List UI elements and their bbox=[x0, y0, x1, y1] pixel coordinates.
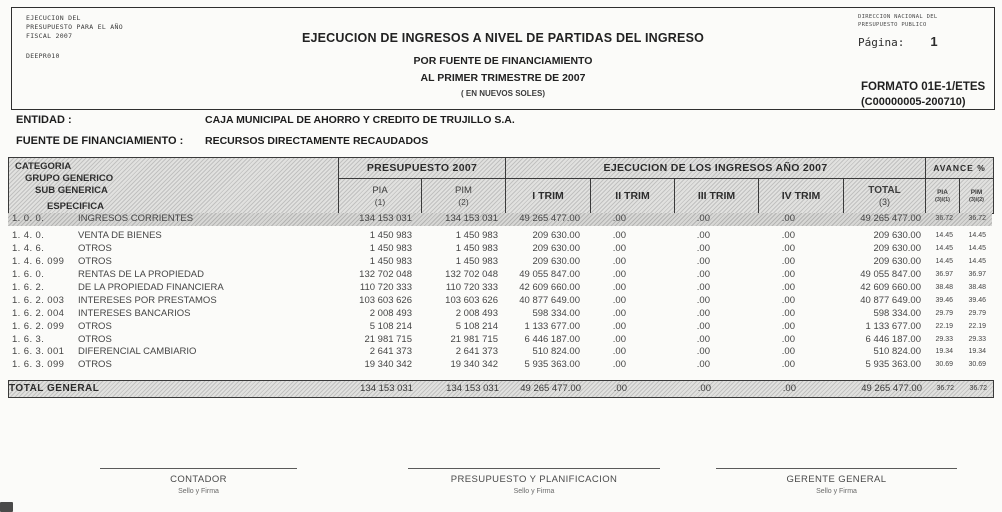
cell-t2: .00 bbox=[612, 320, 626, 332]
cell-t4: .00 bbox=[781, 346, 795, 358]
col-sublabel: (2) bbox=[458, 197, 469, 207]
cell-t2: .00 bbox=[612, 307, 626, 319]
row-name: OTROS bbox=[78, 243, 112, 255]
cell-pim: 1 450 983 bbox=[455, 256, 498, 268]
header-category-line: SUB GENERICA bbox=[35, 185, 108, 196]
cell-av_pim: 14.45 bbox=[968, 245, 986, 253]
entity-value: CAJA MUNICIPAL DE AHORRO Y CREDITO DE TRUJILLO S.A. bbox=[205, 114, 515, 126]
cell-code-name bbox=[8, 282, 338, 295]
col-label: TOTAL bbox=[868, 185, 901, 196]
cell-t3: .00 bbox=[696, 256, 710, 268]
page-indicator bbox=[858, 34, 938, 49]
total-total: 49 265 477.00 bbox=[861, 383, 922, 394]
cell-code-name bbox=[8, 346, 338, 359]
cell-t2: .00 bbox=[612, 269, 626, 281]
report-header-box bbox=[11, 7, 995, 110]
cell-av_pia: 19.34 bbox=[935, 348, 953, 356]
cell-t1: 42 609 660.00 bbox=[519, 281, 580, 293]
total-pim: 134 153 031 bbox=[446, 383, 499, 394]
cell-t3: .00 bbox=[696, 269, 710, 281]
cell-t4: .00 bbox=[781, 307, 795, 319]
row-code: 1. 6. 2. 004 bbox=[12, 307, 65, 319]
row-name: RENTAS DE LA PROPIEDAD bbox=[78, 269, 204, 281]
cell-total: 209 630.00 bbox=[873, 243, 921, 255]
table-row bbox=[8, 359, 992, 372]
signature-title: CONTADOR bbox=[170, 474, 227, 485]
cell-t1: 510 824.00 bbox=[532, 346, 580, 358]
cell-av_pia: 36.72 bbox=[935, 215, 953, 222]
cell-pia: 5 108 214 bbox=[369, 320, 412, 332]
signature-title: GERENTE GENERAL bbox=[786, 474, 887, 485]
row-code: 1. 6. 3. bbox=[12, 333, 45, 345]
cell-total: 6 446 187.00 bbox=[865, 333, 921, 345]
header-col-trim3: III TRIM bbox=[675, 179, 759, 213]
table-row bbox=[8, 321, 992, 334]
cell-t2: .00 bbox=[612, 359, 626, 371]
cell-av_pim: 30.69 bbox=[968, 361, 986, 369]
cell-t1: 1 133 677.00 bbox=[524, 320, 580, 332]
cell-pia: 110 720 333 bbox=[359, 281, 412, 293]
cell-av_pim: 38.48 bbox=[968, 283, 986, 291]
row-code: 1. 6. 3. 001 bbox=[12, 346, 65, 358]
cell-av_pia: 38.48 bbox=[935, 283, 953, 291]
cell-t3: .00 bbox=[696, 230, 710, 242]
cell-t1: 49 055 847.00 bbox=[519, 269, 580, 281]
cell-code-name bbox=[8, 243, 338, 256]
col-label: PIM bbox=[455, 185, 472, 196]
cell-pia: 1 450 983 bbox=[369, 243, 412, 255]
cell-pim: 134 153 031 bbox=[445, 213, 498, 224]
agency-note-line: PRESUPUESTO PUBLICO bbox=[858, 21, 927, 28]
header-col-pim bbox=[422, 179, 506, 213]
report-title: EJECUCION DE INGRESOS A NIVEL DE PARTIDAS DEL INGRESO bbox=[301, 31, 705, 45]
cell-pim: 1 450 983 bbox=[455, 230, 498, 242]
header-col-pia bbox=[339, 179, 422, 213]
signature-block-presupuesto bbox=[408, 468, 660, 495]
cell-t4: .00 bbox=[781, 243, 795, 255]
cell-av_pia: 14.45 bbox=[935, 258, 953, 266]
cell-total: 42 609 660.00 bbox=[860, 281, 921, 293]
cell-t2: .00 bbox=[612, 346, 626, 358]
cell-t1: 40 877 649.00 bbox=[519, 294, 580, 306]
funding-source-label: FUENTE DE FINANCIAMIENTO : bbox=[16, 135, 184, 147]
cell-total: 598 334.00 bbox=[873, 307, 921, 319]
cell-pim: 132 702 048 bbox=[445, 269, 498, 281]
signature-subtitle: Sello y Firma bbox=[178, 488, 219, 495]
row-name: DE LA PROPIEDAD FINANCIERA bbox=[78, 281, 224, 293]
row-name: DIFERENCIAL CAMBIARIO bbox=[78, 346, 197, 358]
cell-pia: 1 450 983 bbox=[369, 230, 412, 242]
cell-total: 510 824.00 bbox=[873, 346, 921, 358]
table-header bbox=[8, 157, 994, 214]
report-subtitle-currency: ( EN NUEVOS SOLES) bbox=[460, 89, 545, 98]
cell-code-name bbox=[8, 256, 338, 269]
cell-pim: 110 720 333 bbox=[445, 281, 498, 293]
corner-note-line: PRESUPUESTO PARA EL AÑO bbox=[26, 23, 123, 31]
table-row bbox=[8, 282, 992, 295]
row-name: OTROS bbox=[78, 333, 112, 345]
cell-pia: 134 153 031 bbox=[359, 213, 412, 224]
total-pia: 134 153 031 bbox=[360, 383, 413, 394]
row-code: 1. 6. 2. bbox=[12, 281, 45, 293]
cell-pia: 1 450 983 bbox=[369, 256, 412, 268]
header-category-line: GRUPO GENERICO bbox=[25, 173, 114, 184]
cell-pia: 21 981 715 bbox=[364, 333, 412, 345]
cell-t4: .00 bbox=[781, 230, 795, 242]
col-sublabel: (1) bbox=[374, 197, 386, 207]
signature-subtitle: Sello y Firma bbox=[816, 488, 857, 495]
cell-av_pim: 14.45 bbox=[968, 258, 986, 266]
cell-t2: .00 bbox=[612, 281, 626, 293]
cell-av_pim: 29.33 bbox=[968, 335, 986, 343]
cell-t2: .00 bbox=[612, 256, 626, 268]
header-col-avance-pim bbox=[960, 179, 993, 213]
cell-av_pia: 14.45 bbox=[935, 232, 953, 240]
cell-av_pia: 14.45 bbox=[935, 245, 953, 253]
header-ejecucion-group: EJECUCION DE LOS INGRESOS AÑO 2007 bbox=[506, 158, 926, 179]
table-row bbox=[8, 230, 992, 243]
cell-t1: 49 265 477.00 bbox=[519, 213, 580, 224]
cell-code-name bbox=[8, 230, 338, 243]
total-avance-pia: 36.72 bbox=[936, 385, 954, 392]
total-label: TOTAL GENERAL bbox=[9, 383, 100, 394]
table-row bbox=[8, 295, 992, 308]
row-code: 1. 6. 2. 099 bbox=[12, 320, 65, 332]
signature-title: PRESUPUESTO Y PLANIFICACION bbox=[450, 474, 618, 485]
cell-pim: 1 450 983 bbox=[455, 243, 498, 255]
cell-t4: .00 bbox=[781, 281, 795, 293]
cell-t3: .00 bbox=[696, 294, 710, 306]
cell-total: 5 935 363.00 bbox=[865, 359, 921, 371]
row-code: 1. 4. 0. bbox=[12, 230, 45, 242]
agency-note-line: DIRECCION NACIONAL DEL bbox=[858, 14, 938, 20]
cell-av_pim: 36.97 bbox=[968, 271, 986, 279]
header-col-avance-pia bbox=[926, 179, 960, 213]
cell-av_pim: 19.34 bbox=[968, 348, 986, 356]
cell-pim: 19 340 342 bbox=[450, 359, 498, 371]
signature-block-contador bbox=[100, 468, 297, 495]
col-label: PIA bbox=[937, 189, 948, 196]
cell-t1: 209 630.00 bbox=[532, 230, 580, 242]
funding-source-value: RECURSOS DIRECTAMENTE RECAUDADOS bbox=[205, 135, 429, 147]
cell-t2: .00 bbox=[612, 294, 626, 306]
table-body bbox=[8, 213, 992, 372]
header-presupuesto-group: PRESUPUESTO 2007 bbox=[339, 158, 506, 179]
row-code: 1. 4. 6. bbox=[12, 243, 45, 255]
total-row bbox=[8, 380, 994, 398]
row-code: 1. 4. 6. 099 bbox=[12, 256, 65, 268]
row-code: 1. 6. 0. bbox=[12, 269, 45, 281]
scan-artifact bbox=[0, 502, 13, 512]
cell-total: 209 630.00 bbox=[873, 256, 921, 268]
row-name: INTERESES BANCARIOS bbox=[78, 307, 191, 319]
cell-t4: .00 bbox=[781, 320, 795, 332]
cell-pia: 19 340 342 bbox=[364, 359, 412, 371]
cell-av_pim: 22.19 bbox=[968, 322, 986, 330]
row-name: OTROS bbox=[78, 256, 112, 268]
signature-block-gerente bbox=[716, 468, 957, 495]
cell-code-name bbox=[8, 359, 338, 372]
cell-av_pia: 36.97 bbox=[935, 271, 953, 279]
cell-total: 209 630.00 bbox=[873, 230, 921, 242]
cell-t2: .00 bbox=[612, 213, 626, 224]
header-col-trim4: IV TRIM bbox=[759, 179, 844, 213]
cell-total: 1 133 677.00 bbox=[865, 320, 921, 332]
cell-t2: .00 bbox=[612, 333, 626, 345]
table-row bbox=[8, 269, 992, 282]
cell-code-name bbox=[8, 269, 338, 282]
cell-total: 49 055 847.00 bbox=[860, 269, 921, 281]
col-sublabel: (3)/(1) bbox=[935, 197, 950, 203]
table-row bbox=[8, 346, 992, 359]
total-trim1: 49 265 477.00 bbox=[520, 383, 581, 394]
cell-av_pia: 22.19 bbox=[935, 322, 953, 330]
cell-code-name bbox=[8, 321, 338, 334]
cell-t3: .00 bbox=[696, 281, 710, 293]
cell-t1: 6 446 187.00 bbox=[524, 333, 580, 345]
cell-t3: .00 bbox=[696, 346, 710, 358]
cell-pia: 103 603 626 bbox=[359, 294, 412, 306]
cell-t3: .00 bbox=[696, 213, 710, 224]
cell-av_pia: 39.46 bbox=[935, 296, 953, 304]
total-avance-pim: 36.72 bbox=[969, 385, 987, 392]
page-label: Página: bbox=[858, 36, 905, 49]
total-trim2: .00 bbox=[613, 383, 627, 394]
col-label: PIM bbox=[970, 189, 983, 196]
cell-t4: .00 bbox=[781, 213, 795, 224]
table-row bbox=[8, 334, 992, 347]
cell-pia: 132 702 048 bbox=[359, 269, 412, 281]
row-code: 1. 6. 2. 003 bbox=[12, 294, 65, 306]
cell-code-name bbox=[8, 308, 338, 321]
report-code: DEEPR010 bbox=[26, 52, 60, 60]
cell-pia: 2 008 493 bbox=[369, 307, 412, 319]
signature-subtitle: Sello y Firma bbox=[513, 488, 555, 495]
row-name: INGRESOS CORRIENTES bbox=[78, 213, 194, 224]
col-sublabel: (3) bbox=[879, 197, 890, 207]
cell-av_pim: 39.46 bbox=[968, 296, 986, 304]
cell-av_pia: 29.79 bbox=[935, 309, 953, 317]
report-subtitle-source: POR FUENTE DE FINANCIAMIENTO bbox=[413, 55, 593, 67]
total-trim3: .00 bbox=[697, 383, 711, 394]
cell-t1: 209 630.00 bbox=[532, 256, 580, 268]
table-row bbox=[8, 256, 992, 269]
page-number: 1 bbox=[930, 34, 938, 49]
cell-t2: .00 bbox=[612, 230, 626, 242]
header-category-line: CATEGORIA bbox=[15, 161, 72, 172]
cell-t2: .00 bbox=[612, 243, 626, 255]
report-subtitle-period: AL PRIMER TRIMESTRE DE 2007 bbox=[420, 72, 586, 84]
cell-t4: .00 bbox=[781, 333, 795, 345]
row-code: 1. 6. 3. 099 bbox=[12, 359, 65, 371]
row-code: 1. 0. 0. bbox=[12, 213, 45, 224]
cell-t4: .00 bbox=[781, 359, 795, 371]
cell-pim: 2 008 493 bbox=[455, 307, 498, 319]
formato-code: (C00000005-200710) bbox=[861, 96, 966, 108]
row-name: OTROS bbox=[78, 359, 112, 371]
signature-line bbox=[408, 468, 660, 469]
total-trim4: .00 bbox=[782, 383, 796, 394]
row-name: INTERESES POR PRESTAMOS bbox=[78, 294, 217, 306]
cell-av_pim: 14.45 bbox=[968, 232, 986, 240]
cell-t4: .00 bbox=[781, 256, 795, 268]
formato-label: FORMATO 01E-1/ETES bbox=[861, 81, 986, 93]
cell-av_pia: 30.69 bbox=[935, 361, 953, 369]
signature-line bbox=[100, 468, 297, 469]
cell-pim: 2 641 373 bbox=[455, 346, 498, 358]
agency-note bbox=[858, 14, 937, 29]
row-name: OTROS bbox=[78, 320, 112, 332]
header-col-total bbox=[844, 179, 926, 213]
cell-t1: 209 630.00 bbox=[532, 243, 580, 255]
row-name: VENTA DE BIENES bbox=[78, 230, 162, 242]
cell-t3: .00 bbox=[696, 307, 710, 319]
signature-line bbox=[716, 468, 957, 469]
header-category-line: ESPECIFICA bbox=[47, 201, 105, 212]
cell-t4: .00 bbox=[781, 269, 795, 281]
cell-total: 49 265 477.00 bbox=[860, 213, 921, 224]
cell-pim: 21 981 715 bbox=[450, 333, 498, 345]
cell-code-name bbox=[8, 295, 338, 308]
cell-code-name bbox=[8, 213, 338, 226]
cell-pim: 5 108 214 bbox=[455, 320, 498, 332]
table-row bbox=[8, 213, 992, 226]
cell-av_pia: 29.33 bbox=[935, 335, 953, 343]
cell-av_pim: 29.79 bbox=[968, 309, 986, 317]
cell-t4: .00 bbox=[781, 294, 795, 306]
cell-pim: 103 603 626 bbox=[445, 294, 498, 306]
cell-t1: 598 334.00 bbox=[532, 307, 580, 319]
header-avance-group: AVANCE % bbox=[926, 158, 993, 179]
header-col-trim2: II TRIM bbox=[591, 179, 675, 213]
corner-note-line: EJECUCION DEL bbox=[26, 14, 81, 22]
header-col-trim1: I TRIM bbox=[506, 179, 591, 213]
cell-t3: .00 bbox=[696, 359, 710, 371]
entity-label: ENTIDAD : bbox=[16, 114, 72, 126]
cell-t3: .00 bbox=[696, 320, 710, 332]
cell-t3: .00 bbox=[696, 333, 710, 345]
cell-code-name bbox=[8, 334, 338, 347]
cell-t1: 5 935 363.00 bbox=[524, 359, 580, 371]
col-label: PIA bbox=[372, 185, 388, 196]
cell-t3: .00 bbox=[696, 243, 710, 255]
table-row bbox=[8, 243, 992, 256]
cell-total: 40 877 649.00 bbox=[860, 294, 921, 306]
header-category bbox=[9, 158, 339, 213]
cell-av_pim: 36.72 bbox=[968, 215, 986, 222]
corner-note-line: FISCAL 2007 bbox=[26, 32, 73, 40]
col-sublabel: (3)/(2) bbox=[969, 197, 984, 203]
table-row bbox=[8, 308, 992, 321]
cell-pia: 2 641 373 bbox=[369, 346, 412, 358]
